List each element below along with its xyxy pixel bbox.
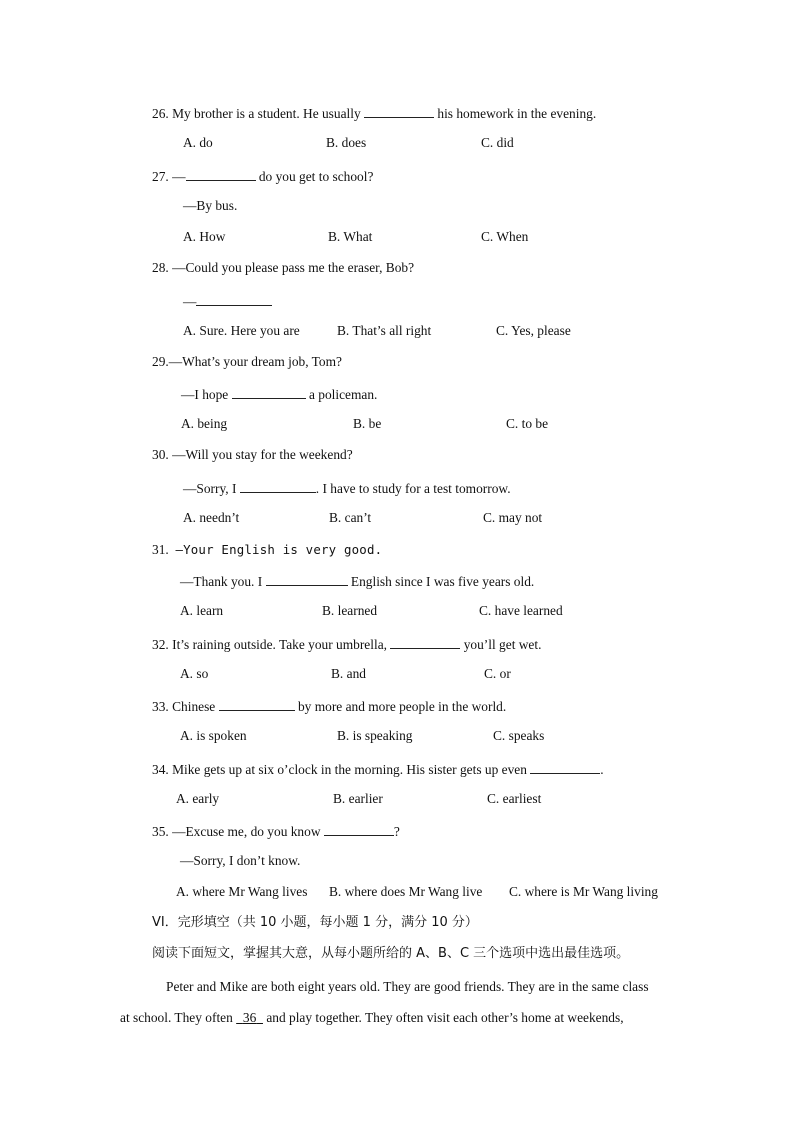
option-a: A. How	[183, 229, 226, 244]
option-a: A. Sure. Here you are	[183, 323, 300, 338]
answer-blank	[196, 292, 272, 306]
option-a: A. being	[181, 416, 228, 431]
question-35-reply: —Sorry, I don’t know.	[180, 853, 301, 868]
option-c: C. where is Mr Wang living	[509, 884, 658, 899]
option-a: A. needn’t	[183, 510, 240, 525]
answer-blank	[390, 635, 460, 649]
option-b: B. be	[353, 416, 382, 431]
question-29-reply: —I hope a policeman.	[181, 387, 378, 402]
question-31-stem: 31. —Your English is very good.	[152, 542, 383, 557]
question-30-reply: —Sorry, I . I have to study for a test tomorrow.	[183, 481, 511, 496]
answer-blank	[219, 697, 295, 711]
option-c: C. Yes, please	[496, 323, 571, 338]
answer-blank	[240, 479, 316, 493]
option-a: A. learn	[180, 603, 224, 618]
option-c: C. earliest	[487, 791, 542, 806]
option-c: C. or	[484, 666, 511, 681]
passage-line-2: at school. They often 36 and play together. They often visit each other’s home at weekends,	[120, 1010, 624, 1025]
option-b: B. learned	[322, 603, 378, 618]
option-a: A. where Mr Wang lives	[176, 884, 308, 899]
question-33-stem: 33. Chinese by more and more people in the world.	[152, 699, 507, 714]
option-c: C. may not	[483, 510, 543, 525]
question-28-reply: —	[183, 292, 272, 310]
option-a: A. do	[183, 135, 213, 150]
option-c: C. to be	[506, 416, 549, 431]
question-27-stem: 27. — do you get to school?	[152, 169, 374, 184]
option-b: B. earlier	[333, 791, 383, 806]
question-28-stem: 28. —Could you please pass me the eraser, Bob?	[152, 260, 415, 275]
question-26-stem: 26. My brother is a student. He usually his homework in the evening.	[152, 106, 597, 121]
answer-blank	[364, 104, 434, 118]
question-34-stem: 34. Mike gets up at six o’clock in the morning. His sister gets up even .	[152, 762, 604, 777]
option-a: A. is spoken	[180, 728, 247, 743]
question-31-reply: —Thank you. I English since I was five years old.	[180, 574, 535, 589]
option-b: B. What	[328, 229, 373, 244]
option-c: C. When	[481, 229, 529, 244]
option-b: B. can’t	[329, 510, 372, 525]
option-b: B. does	[326, 135, 367, 150]
question-29-stem: 29.—What’s your dream job, Tom?	[152, 354, 342, 369]
option-b: B. That’s all right	[337, 323, 432, 338]
option-b: B. is speaking	[337, 728, 413, 743]
question-27-reply: —By bus.	[183, 198, 238, 213]
section-heading: VI．完形填空（共 10 小题，每小题 1 分，满分 10 分）	[152, 915, 478, 930]
answer-blank	[232, 385, 306, 399]
passage-line-1: Peter and Mike are both eight years old. They are good friends. They are in the same class	[166, 979, 649, 994]
answer-blank	[530, 760, 600, 774]
answer-blank	[186, 167, 256, 181]
option-b: B. and	[331, 666, 366, 681]
option-c: C. did	[481, 135, 514, 150]
answer-blank	[266, 572, 348, 586]
option-a: A. early	[176, 791, 220, 806]
answer-blank	[324, 822, 394, 836]
question-32-stem: 32. It’s raining outside. Take your umbrella, you’ll get wet.	[152, 637, 542, 652]
option-b: B. where does Mr Wang live	[329, 884, 483, 899]
option-c: C. have learned	[479, 603, 563, 618]
section-instruction: 阅读下面短文，掌握其大意，从每小题所给的 A、B、C 三个选项中选出最佳选项。	[152, 946, 630, 961]
question-30-stem: 30. —Will you stay for the weekend?	[152, 447, 353, 462]
option-a: A. so	[180, 666, 209, 681]
option-c: C. speaks	[493, 728, 545, 743]
question-35-stem: 35. —Excuse me, do you know ?	[152, 824, 400, 839]
blank-36: 36	[242, 1010, 257, 1025]
